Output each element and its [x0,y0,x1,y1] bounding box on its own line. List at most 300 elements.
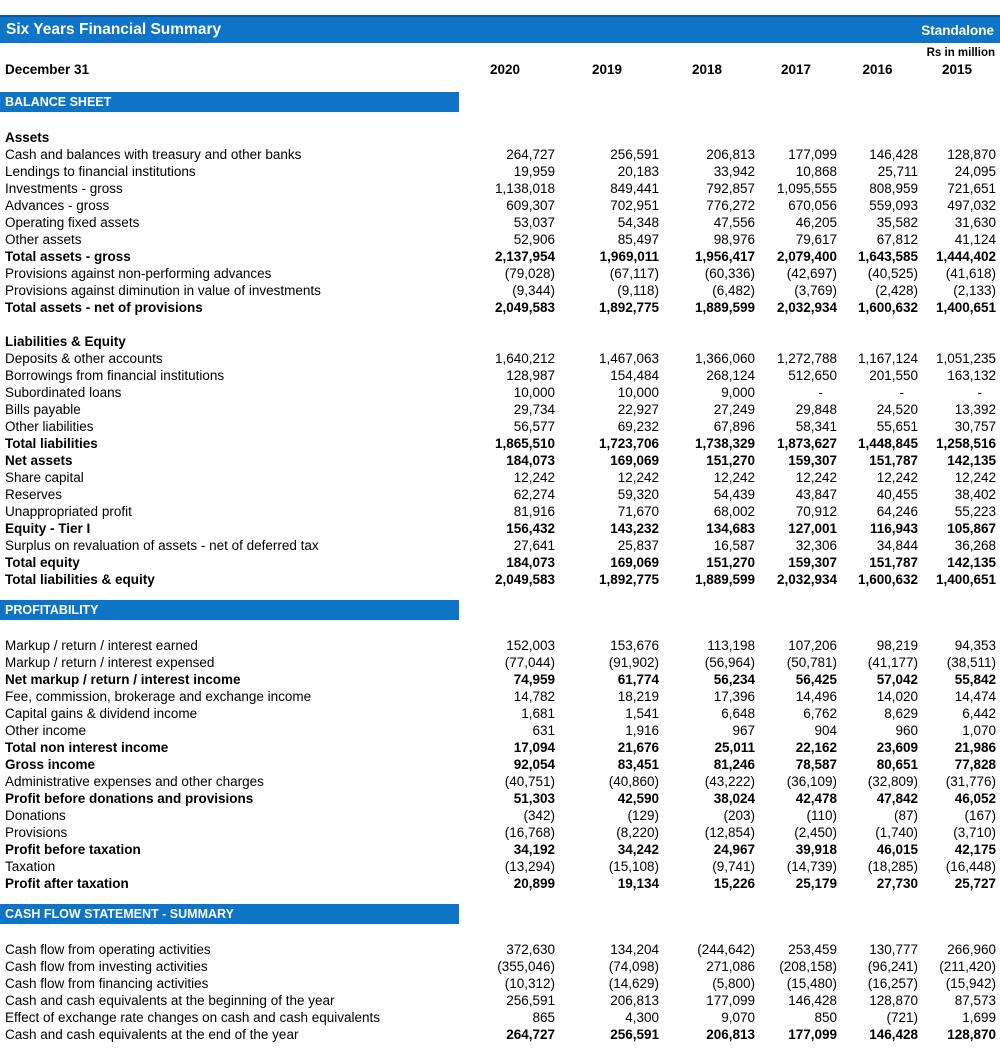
cell-value: 721,651 [947,181,996,196]
cell-value: 13,392 [954,402,996,417]
cell-value: 56,577 [513,419,555,434]
cell-value: 4,300 [625,1010,659,1025]
cell-value: 43,847 [795,487,837,502]
table-row [0,214,1000,231]
table-row [0,486,1000,503]
cell-value: (9,741) [712,859,755,874]
cell-value: 25,837 [617,538,659,553]
cell-value: 967 [732,723,755,738]
report-body [0,92,1000,1043]
cell-value: 113,198 [707,638,755,653]
cell-value: 266,960 [947,942,996,957]
cell-value: (91,902) [608,655,659,670]
table-row [0,875,1000,892]
table-row [0,654,1000,671]
cell-value: 38,402 [954,487,996,502]
row-label: Administrative expenses and other charges [5,774,264,789]
cell-value: 25,179 [795,876,837,891]
cell-value: 169,069 [610,555,659,570]
cell-value: 1,865,510 [494,436,555,451]
row-label: Profit before taxation [5,842,141,857]
row-label: Cash and balances with treasury and other banks [5,147,302,162]
cell-value: 1,366,060 [694,351,755,366]
cell-value: 776,272 [706,198,755,213]
cell-value: (56,964) [704,655,755,670]
table-row [0,384,1000,401]
row-label: Assets [5,130,50,145]
cell-value: 2,032,934 [776,572,837,587]
cell-value: 29,734 [513,402,555,417]
cell-value: 21,676 [617,740,659,755]
cell-value: 25,711 [877,164,918,179]
group-heading-row [0,333,1000,350]
cell-value: 1,070 [962,723,996,738]
row-label: Total assets - net of provisions [5,300,203,315]
cell-value: 1,956,417 [694,249,755,264]
row-label: Effect of exchange rate changes on cash and cash equivalents [5,1010,381,1025]
cell-value: 52,906 [513,232,555,247]
cell-value: (14,629) [608,976,659,991]
cell-value: (211,420) [939,959,996,974]
cell-value: 264,727 [506,1027,555,1042]
cell-value: 1,889,599 [694,572,755,587]
row-label: Total non interest income [5,740,169,755]
cell-value: (79,028) [504,266,555,281]
cell-value: 54,439 [713,487,755,502]
cell-value: 128,987 [506,368,555,383]
cell-value: 35,582 [876,215,918,230]
cell-value: 497,032 [947,198,996,213]
cell-value: (16,257) [867,976,918,991]
cell-value: 81,246 [713,757,755,772]
cell-value: 46,015 [876,842,918,857]
cell-value: 98,976 [713,232,755,247]
cell-value: (67,117) [609,266,659,281]
table-row [0,503,1000,520]
table-row [0,554,1000,571]
cell-value: 631 [532,723,555,738]
cell-value: 55,223 [954,504,996,519]
section-rows-cash-flow-statement-summary [0,941,1000,1043]
cell-value: 14,474 [954,689,996,704]
cell-value: 34,192 [513,842,555,857]
cell-value: (31,776) [945,774,996,789]
cell-value: 40,455 [876,487,918,502]
section-rows-balance-sheet [0,129,1000,588]
cell-value: (342) [523,808,555,823]
section-header-profitability: PROFITABILITY [0,600,459,620]
cell-value: (15,942) [945,976,996,991]
cell-value: 58,341 [795,419,837,434]
table-row [0,790,1000,807]
row-label: Cash flow from operating activities [5,942,211,957]
top-margin [0,0,1000,15]
cell-value: 201,550 [869,368,918,383]
table-row [0,299,1000,316]
table-row [0,858,1000,875]
cell-value: 25,011 [714,740,755,755]
cell-value: 1,892,775 [598,300,659,315]
cell-value: (6,482) [712,283,755,298]
table-row [0,688,1000,705]
row-label: Capital gains & dividend income [5,706,198,721]
row-label: Equity - Tier I [5,521,91,536]
cell-value: 27,641 [513,538,555,553]
cell-value: 68,002 [713,504,755,519]
table-row [0,756,1000,773]
table-row [0,705,1000,722]
cell-value: 609,307 [506,198,555,213]
section-header-cash-flow-statement-summary: CASH FLOW STATEMENT - SUMMARY [0,904,459,924]
cell-value: 177,099 [706,993,755,1008]
cell-value: (74,098) [608,959,659,974]
cell-value: (40,860) [608,774,659,789]
cell-value: 146,428 [788,993,837,1008]
cell-value: 177,099 [788,1027,837,1042]
cell-value: (32,809) [867,774,918,789]
table-row [0,282,1000,299]
table-row [0,1026,1000,1043]
row-label: Share capital [5,470,84,485]
cell-value: 792,857 [706,181,755,196]
table-row [0,265,1000,282]
cell-value: 1,167,124 [857,351,918,366]
cell-value: 18,219 [617,689,659,704]
standalone-label: Standalone [921,22,994,38]
row-label: Total liabilities & equity [5,572,155,587]
cell-value: 94,353 [954,638,996,653]
cell-value: 256,591 [610,1027,659,1042]
cell-value: (50,781) [786,655,837,670]
cell-value: 8,629 [884,706,918,721]
table-row [0,807,1000,824]
row-label: Cash flow from investing activities [5,959,208,974]
cell-value: 27,249 [713,402,755,417]
cell-value: (3,710) [953,825,996,840]
cell-value: 268,124 [706,368,755,383]
cell-value: 46,205 [795,215,837,230]
cell-value: 10,000 [513,385,555,400]
cell-value: 6,442 [962,706,996,721]
table-row [0,248,1000,265]
cell-value: 177,099 [788,147,837,162]
row-label: Other assets [5,232,82,247]
cell-value: 960 [895,723,918,738]
cell-value: 151,787 [869,453,918,468]
cell-value: (110) [806,808,837,823]
cell-value: 143,232 [610,521,659,536]
row-label: Provisions [5,825,68,840]
table-row [0,722,1000,739]
cell-value: 169,069 [610,453,659,468]
cell-value: (203) [723,808,755,823]
cell-value: 850 [814,1010,837,1025]
cell-value: (5,800) [712,976,755,991]
row-label: Unappropriated profit [5,504,132,519]
row-label: Surplus on revaluation of assets - net of deferred tax [5,538,319,553]
row-label: Profit before donations and provisions [5,791,254,806]
cell-value: 10,868 [795,164,837,179]
cell-value: (8,220) [616,825,659,840]
cell-value: 20,183 [617,164,659,179]
cell-value: 151,787 [869,555,918,570]
cell-value: 372,630 [506,942,555,957]
cell-value: 1,448,845 [857,436,918,451]
cell-value: 1,681 [521,706,555,721]
date-column-header: December 31 [5,62,90,77]
cell-value: 22,162 [795,740,837,755]
cell-value: 1,541 [625,706,659,721]
cell-value: 14,496 [795,689,837,704]
row-label: Lendings to financial institutions [5,164,196,179]
table-row [0,571,1000,588]
table-row [0,739,1000,756]
cell-value: 116,943 [869,521,918,536]
cell-value: 1,699 [962,1010,996,1025]
cell-value: 702,951 [610,198,659,213]
cell-value: (129) [627,808,659,823]
year-column-header: 2016 [862,62,893,77]
row-label: Cash flow from financing activities [5,976,209,991]
table-row [0,146,1000,163]
cell-value: (96,241) [867,959,918,974]
cell-value: 146,428 [869,147,918,162]
cell-value: (2,133) [953,283,996,298]
row-label: Total equity [5,555,80,570]
table-row [0,773,1000,790]
table-row [0,231,1000,248]
cell-value: (9,344) [512,283,555,298]
cell-value: 33,942 [713,164,755,179]
cell-value: 128,870 [947,147,996,162]
table-row [0,537,1000,554]
cell-value: (1,740) [875,825,918,840]
cell-value: 20,899 [513,876,555,891]
cell-value: 9,070 [721,1010,755,1025]
row-label: Deposits & other accounts [5,351,163,366]
cell-value: (2,450) [794,825,837,840]
cell-value: 151,270 [706,555,755,570]
table-row [0,975,1000,992]
cell-value: 79,617 [795,232,837,247]
cell-value: 1,272,788 [776,351,837,366]
cell-value: 670,056 [788,198,837,213]
unit-note: Rs in million [926,47,995,59]
cell-value: (721) [886,1010,918,1025]
cell-value: 184,073 [506,555,555,570]
cell-value: 14,020 [876,689,918,704]
cell-value: (41,618) [945,266,996,281]
cell-value: 24,095 [954,164,996,179]
cell-value: 152,003 [506,638,555,653]
cell-value: 128,870 [869,993,918,1008]
cell-value: 1,444,402 [935,249,996,264]
cell-value: (15,108) [608,859,659,874]
cell-value: 256,591 [610,147,659,162]
cell-value: 27,730 [876,876,918,891]
cell-value: 22,927 [617,402,659,417]
cell-value: 30,757 [954,419,996,434]
cell-value: (41,177) [867,655,918,670]
cell-value: (244,642) [697,942,755,957]
cell-value: (16,448) [945,859,996,874]
cell-value: - [818,385,823,400]
cell-value: 71,670 [617,504,659,519]
row-label: Reserves [5,487,63,502]
row-label: Fee, commission, brokerage and exchange income [5,689,312,704]
table-row [0,180,1000,197]
cell-value: 25,727 [954,876,996,891]
cell-value: (355,046) [497,959,555,974]
cell-value: 1,138,018 [494,181,555,196]
cell-value: 56,234 [713,672,755,687]
row-label: Profit after taxation [5,876,129,891]
cell-value: 24,967 [713,842,755,857]
cell-value: 14,782 [513,689,555,704]
cell-value: 134,204 [610,942,659,957]
cell-value: 1,400,651 [935,300,996,315]
cell-value: 512,650 [788,368,837,383]
cell-value: 19,959 [513,164,555,179]
cell-value: 67,896 [713,419,755,434]
table-row [0,418,1000,435]
cell-value: 17,094 [513,740,555,755]
cell-value: (12,854) [704,825,755,840]
cell-value: 12,242 [876,470,918,485]
section-header-balance-sheet: BALANCE SHEET [0,92,459,112]
cell-value: 130,777 [869,942,918,957]
cell-value: 1,095,555 [776,181,837,196]
cell-value: 134,683 [706,521,755,536]
cell-value: 55,842 [954,672,996,687]
cell-value: 904 [814,723,837,738]
cell-value: 85,497 [617,232,659,247]
cell-value: 57,042 [876,672,918,687]
cell-value: (13,294) [504,859,555,874]
cell-value: 42,590 [617,791,659,806]
cell-value: - [899,385,904,400]
row-label: Other income [5,723,87,738]
table-row [0,469,1000,486]
cell-value: 61,774 [617,672,659,687]
cell-value: 53,037 [513,215,555,230]
row-label: Advances - gross [5,198,110,213]
cell-value: 1,723,706 [598,436,659,451]
cell-value: 46,052 [954,791,996,806]
cell-value: 56,425 [795,672,837,687]
cell-value: 17,396 [713,689,755,704]
cell-value: 64,246 [876,504,918,519]
cell-value: 29,848 [795,402,837,417]
cell-value: 34,242 [617,842,659,857]
cell-value: 6,648 [721,706,755,721]
cell-value: 42,175 [954,842,996,857]
cell-value: (18,285) [867,859,918,874]
cell-value: (16,768) [504,825,555,840]
cell-value: 15,226 [713,876,755,891]
row-label: Markup / return / interest earned [5,638,198,653]
cell-value: 1,892,775 [598,572,659,587]
cell-value: (60,336) [704,266,755,281]
table-row [0,197,1000,214]
cell-value: 81,916 [513,504,555,519]
table-row [0,163,1000,180]
cell-value: 206,813 [706,1027,755,1042]
row-label: Total assets - gross [5,249,131,264]
cell-value: 128,870 [947,1027,996,1042]
cell-value: 2,049,583 [494,572,555,587]
cell-value: 67,812 [876,232,918,247]
row-label: Subordinated loans [5,385,122,400]
cell-value: 865 [532,1010,555,1025]
cell-value: 184,073 [506,453,555,468]
cell-value: 142,135 [947,555,996,570]
cell-value: 12,242 [713,470,755,485]
row-label: Cash and cash equivalents at the end of the year [5,1027,299,1042]
cell-value: 31,630 [954,215,996,230]
cell-value: 253,459 [788,942,837,957]
cell-value: 41,124 [954,232,996,247]
cell-value: 151,270 [706,453,755,468]
row-label: Donations [5,808,66,823]
cell-value: 12,242 [795,470,837,485]
cell-value: 21,986 [954,740,996,755]
cell-value: 12,242 [954,470,996,485]
table-row [0,841,1000,858]
cell-value: (3,769) [794,283,837,298]
cell-value: 74,959 [513,672,555,687]
cell-value: 559,093 [869,198,918,213]
cell-value: 1,400,651 [935,572,996,587]
cell-value: 107,206 [788,638,837,653]
cell-value: (2,428) [875,283,918,298]
cell-value: 1,600,632 [857,572,918,587]
cell-value: 77,828 [954,757,996,772]
cell-value: (43,222) [704,774,755,789]
table-row [0,452,1000,469]
cell-value: 38,024 [713,791,755,806]
table-row [0,671,1000,688]
cell-value: 42,478 [795,791,837,806]
cell-value: 1,873,627 [776,436,837,451]
cell-value: 69,232 [617,419,659,434]
cell-value: 808,959 [869,181,918,196]
cell-value: 1,643,585 [857,249,918,264]
cell-value: 206,813 [706,147,755,162]
table-row [0,350,1000,367]
row-label: Liabilities & Equity [5,334,126,349]
cell-value: 1,969,011 [599,249,659,264]
section-rows-profitability [0,637,1000,892]
year-column-header: 2015 [941,62,973,77]
cell-value: (36,109) [786,774,837,789]
cell-value: 16,587 [713,538,755,553]
cell-value: 9,000 [721,385,755,400]
table-row [0,824,1000,841]
cell-value: 1,051,235 [935,351,996,366]
table-row [0,941,1000,958]
year-column-header: 2018 [691,62,723,77]
cell-value: 59,320 [617,487,659,502]
cell-value: 12,242 [617,470,659,485]
cell-value: 32,306 [795,538,837,553]
cell-value: 23,609 [876,740,918,755]
table-row [0,1009,1000,1026]
year-column-header: 2019 [591,62,623,77]
cell-value: 47,842 [876,791,918,806]
column-header-row [0,61,1000,78]
cell-value: 2,079,400 [776,249,837,264]
